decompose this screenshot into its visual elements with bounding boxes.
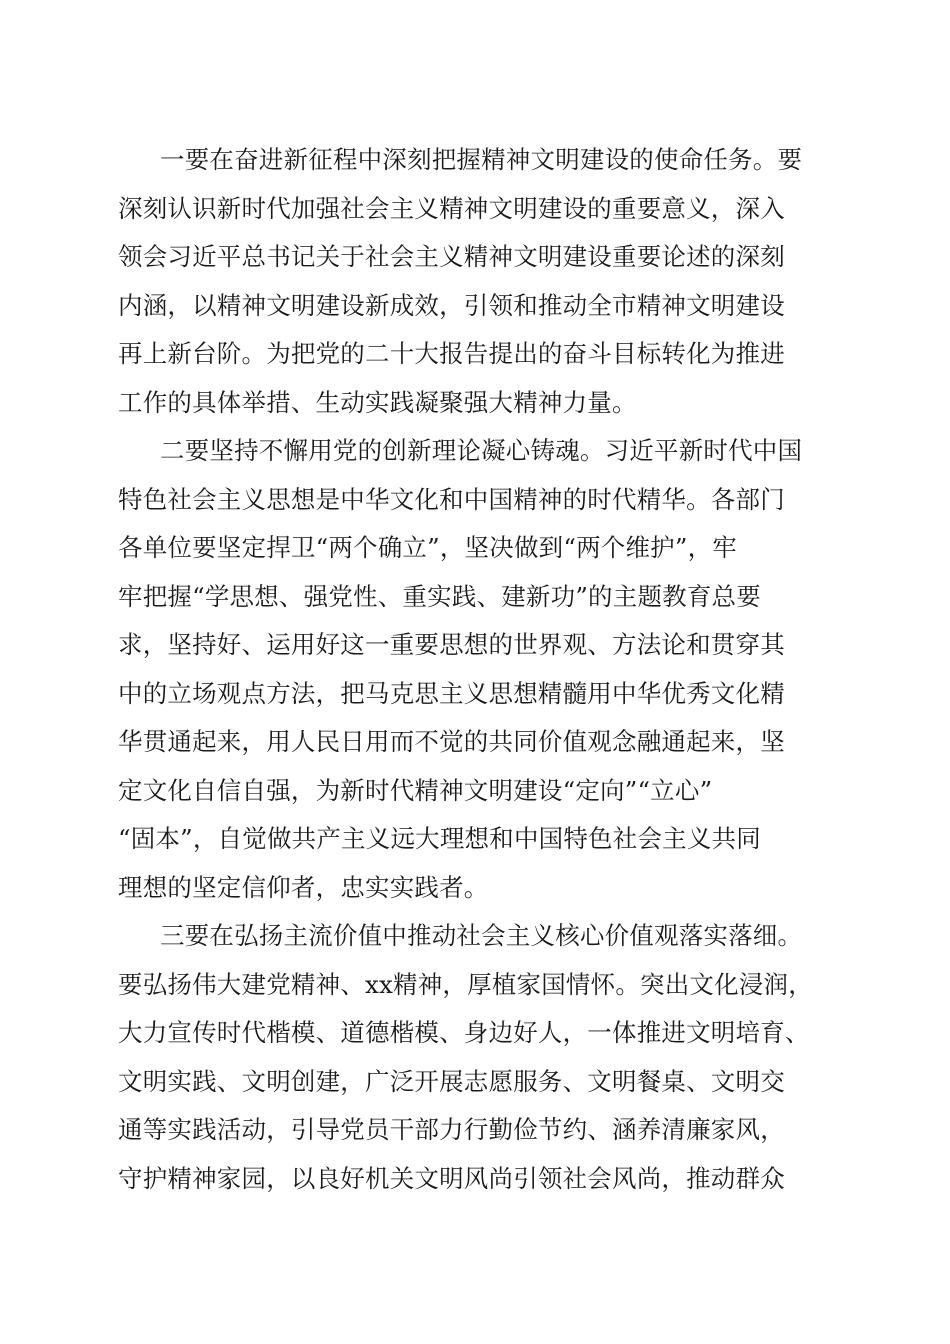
paragraph-1-line-4: 内涵，以精神文明建设新成效，引领和推动全市精神文明建设: [118, 291, 785, 320]
paragraph-2-line-10: 理想的坚定信仰者，忠实实践者。: [118, 873, 489, 902]
paragraph-3-line-1: 三要在弘扬主流价值中推动社会主义核心价值观落实落细。: [160, 921, 803, 950]
paragraph-1-line-5: 再上新台阶。为把党的二十大报告提出的奋斗目标转化为推进: [118, 339, 785, 368]
paragraph-2-line-1: 二要坚持不懈用党的创新理论凝心铸魂。习近平新时代中国: [160, 436, 803, 465]
paragraph-2-line-7: 华贯通起来，用人民日用而不觉的共同价值观念融通起来，坚: [118, 727, 785, 756]
paragraph-2-line-2: 特色社会主义思想是中华文化和中国精神的时代精华。各部门: [118, 485, 785, 514]
paragraph-3-line-5: 通等实践活动，引导党员干部力行勤俭节约、涵养清廉家风，: [118, 1115, 785, 1144]
paragraph-2-line-9: “固本”，自觉做共产主义远大理想和中国特色社会主义共同: [118, 824, 761, 853]
paragraph-1-line-1: 一要在奋进新征程中深刻把握精神文明建设的使命任务。要: [160, 145, 803, 174]
paragraph-2-line-4: 牢把握“学思想、强党性、重实践、建新功”的主题教育总要: [118, 582, 761, 611]
paragraph-2-line-6: 中的立场观点方法，把马克思主义思想精髓用中华优秀文化精: [118, 679, 785, 708]
paragraph-3-line-4: 文明实践、文明创建，广泛开展志愿服务、文明餐桌、文明交: [118, 1067, 785, 1096]
paragraph-3-line-3: 大力宣传时代楷模、道德楷模、身边好人，一体推进文明培育、: [118, 1018, 810, 1047]
paragraph-2-line-8: 定文化自信自强，为新时代精神文明建设“定向”“立心”: [118, 776, 713, 805]
paragraph-1-line-6: 工作的具体举措、生动实践凝聚强大精神力量。: [118, 388, 637, 417]
paragraph-1-line-3: 领会习近平总书记关于社会主义精神文明建设重要论述的深刻: [118, 242, 785, 271]
paragraph-1-line-2: 深刻认识新时代加强社会主义精神文明建设的重要意义，深入: [118, 194, 785, 223]
paragraph-3-line-6: 守护精神家园，以良好机关文明风尚引领社会风尚，推动群众: [118, 1164, 785, 1193]
paragraph-2-line-5: 求，坚持好、运用好这一重要思想的世界观、方法论和贯穿其: [118, 630, 785, 659]
paragraph-2-line-3: 各单位要坚定捍卫“两个确立”，坚决做到“两个维护”，牢: [118, 533, 737, 562]
paragraph-3-line-2: 要弘扬伟大建党精神、xx精神，厚植家国情怀。突出文化浸润，: [118, 970, 813, 999]
